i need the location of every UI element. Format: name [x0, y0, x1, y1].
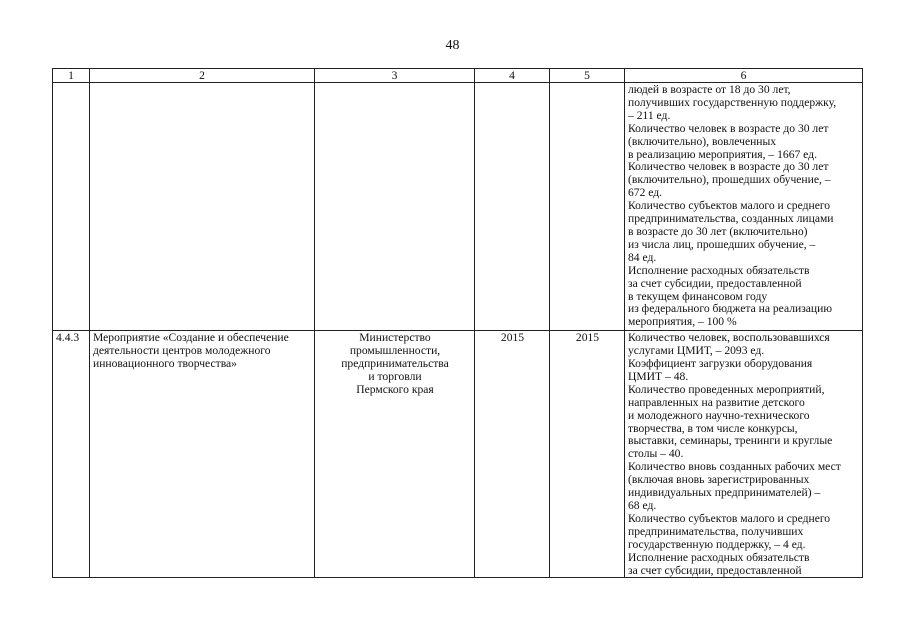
indicator-line: выставки, семинары, тренинги и круглые: [628, 434, 833, 448]
indicator-line: Исполнение расходных обязательств: [628, 263, 810, 277]
indicator-line: направленных на развитие детского: [628, 395, 805, 409]
cell-start-year: 2015: [475, 331, 550, 578]
indicator-line: предпринимательства, получивших: [628, 524, 804, 538]
cell-activity: [90, 331, 315, 578]
cell-end-year-empty: [550, 83, 625, 331]
cell-executor-empty: [315, 83, 475, 331]
indicator-line: ЦМИТ – 48.: [628, 369, 689, 383]
indicator-line: Коэффициент загрузки оборудования: [628, 357, 813, 371]
indicator-line: творчества, в том числе конкурсы,: [628, 421, 798, 435]
cell-executor: [315, 331, 475, 578]
indicator-line: в реализацию мероприятия, – 1667 ед.: [628, 147, 817, 161]
activity-line: Мероприятие «Создание и обеспечение: [93, 331, 289, 345]
indicator-line: и молодежного научно-технического: [628, 408, 810, 422]
activity-line: инновационного творчества»: [93, 357, 237, 371]
indicator-line: – 211 ед.: [628, 108, 671, 122]
page-number: 48: [445, 38, 460, 53]
indicator-line: столы – 40.: [628, 447, 684, 461]
indicator-line: предпринимательства, созданных лицами: [628, 212, 834, 226]
column-header-3: 3: [315, 69, 475, 83]
indicator-line: 68 ед.: [628, 499, 657, 512]
cell-number-empty: [53, 83, 90, 331]
executor-line: предпринимательства: [341, 357, 449, 371]
indicator-line: за счет субсидии, предоставленной: [628, 276, 802, 290]
indicator-line: индивидуальных предпринимателей) –: [628, 486, 821, 500]
indicator-line: 84 ед.: [628, 250, 657, 264]
indicator-line: (включительно), прошедших обучение, –: [628, 173, 831, 187]
indicator-line: получивших государственную поддержку,: [628, 95, 837, 109]
executor-line: Министерство: [359, 331, 431, 345]
cell-row-number: 4.4.3: [53, 331, 90, 578]
executor-line: промышленности,: [349, 344, 441, 358]
program-activities-table: [52, 68, 863, 578]
indicator-line: за счет субсидии, предоставленной: [628, 563, 802, 577]
indicator-line: государственную поддержку, – 4 ед.: [628, 537, 806, 551]
column-header-2: 2: [90, 69, 315, 83]
indicator-line: мероприятия, – 100 %: [628, 315, 737, 329]
cell-indicators-continued: [625, 83, 863, 331]
indicator-line: Исполнение расходных обязательств: [628, 550, 810, 564]
indicator-line: (включая вновь зарегистрированных: [628, 473, 810, 487]
column-header-5: 5: [550, 69, 625, 83]
cell-indicators: [625, 331, 863, 578]
cell-activity-empty: [90, 83, 315, 331]
indicator-line: (включительно), вовлеченных: [628, 134, 777, 148]
indicator-line: Количество вновь созданных рабочих мест: [628, 460, 841, 474]
column-header-6: 6: [625, 69, 863, 83]
indicator-line: Количество человек в возрасте до 30 лет: [628, 121, 829, 135]
column-header-4: 4: [475, 69, 550, 83]
indicator-line: в текущем финансовом году: [628, 289, 768, 303]
indicator-line: 672 ед.: [628, 186, 663, 200]
indicator-line: людей в возрасте от 18 до 30 лет,: [628, 83, 791, 96]
indicator-line: Количество человек, воспользовавшихся: [628, 331, 830, 345]
column-header-1: 1: [53, 69, 90, 83]
activity-line: деятельности центров молодежного: [93, 344, 271, 358]
cell-start-year-empty: [475, 83, 550, 331]
indicator-line: услугами ЦМИТ, – 2093 ед.: [628, 344, 765, 358]
indicator-line: из числа лиц, прошедших обучение, –: [628, 237, 816, 251]
table-row-continued: [53, 83, 863, 331]
executor-line: и торговли: [368, 369, 422, 383]
indicator-line: Количество субъектов малого и среднего: [628, 199, 831, 213]
indicator-line: в возрасте до 30 лет (включительно): [628, 224, 808, 238]
indicator-line: Количество проведенных мероприятий,: [628, 382, 825, 396]
table-row-4-4-3: [53, 331, 863, 578]
indicator-line: Количество человек в возрасте до 30 лет: [628, 160, 829, 174]
executor-line: Пермского края: [356, 382, 434, 396]
cell-end-year: 2015: [550, 331, 625, 578]
indicator-line: из федерального бюджета на реализацию: [628, 302, 833, 316]
column-number-header-row: [53, 69, 863, 83]
indicator-line: Количество субъектов малого и среднего: [628, 511, 831, 525]
